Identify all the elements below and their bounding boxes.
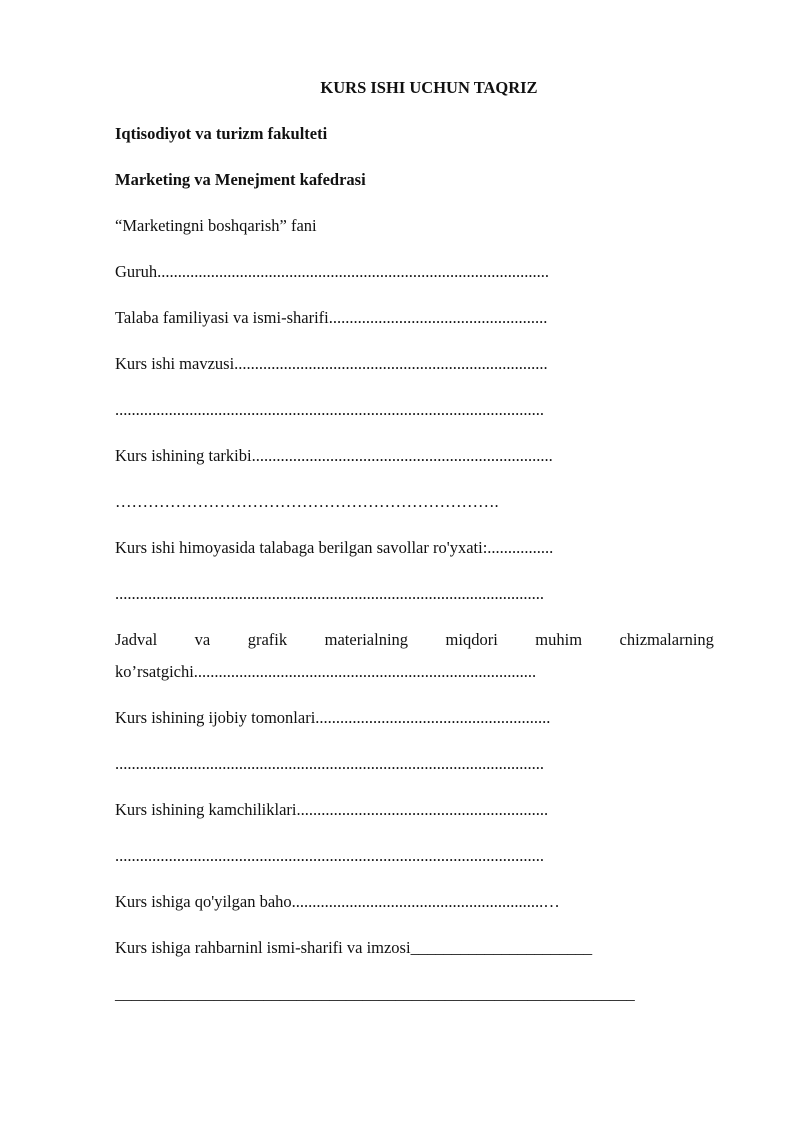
topic-field: Kurs ishi mavzusi............................................................................ xyxy=(115,354,548,373)
materials-word: materialning xyxy=(324,630,409,649)
materials-continuation-field: ko’rsatgichi................................................................................... xyxy=(115,662,537,681)
grade-field: Kurs ishiga qo'yilgan baho.............................................................… xyxy=(115,892,560,911)
materials-word: grafik xyxy=(247,630,288,649)
signature-underline: _______________________________________________________________ xyxy=(115,984,635,1003)
structure-field: Kurs ishining tarkibi......................................................................... xyxy=(115,446,553,465)
department-line: Marketing va Menejment kafedrasi xyxy=(115,170,366,189)
supervisor-signature-field: Kurs ishiga rahbarninl ismi-sharifi va imzosi______________________ xyxy=(115,938,593,957)
materials-word: muhim xyxy=(535,630,583,649)
questions-continuation-line: ........................................................................................................ xyxy=(115,584,544,603)
materials-line xyxy=(115,630,714,650)
topic-continuation-line: ........................................................................................................ xyxy=(115,400,544,419)
materials-word: Jadval xyxy=(115,630,158,649)
document-title: KURS ISHI UCHUN TAQRIZ xyxy=(320,78,538,97)
materials-word: chizmalarning xyxy=(619,630,714,649)
positives-field: Kurs ishining ijobiy tomonlari......................................................... xyxy=(115,708,551,727)
questions-field: Kurs ishi himoyasida talabaga berilgan savollar ro'yxati:................ xyxy=(115,538,554,557)
group-field: Guruh............................................................................................... xyxy=(115,262,550,281)
subject-line: “Marketingni boshqarish” fani xyxy=(115,216,317,235)
faculty-line: Iqtisodiyot va turizm fakulteti xyxy=(115,124,328,143)
structure-continuation-line: ……………………………………………………………. xyxy=(115,492,499,511)
materials-word: va xyxy=(194,630,211,649)
negatives-continuation-line: ........................................................................................................ xyxy=(115,846,544,865)
positives-continuation-line: ........................................................................................................ xyxy=(115,754,544,773)
negatives-field: Kurs ishining kamchiliklari............................................................. xyxy=(115,800,549,819)
materials-word: miqdori xyxy=(445,630,498,649)
student-name-field: Talaba familiyasi va ismi-sharifi..................................................... xyxy=(115,308,548,327)
